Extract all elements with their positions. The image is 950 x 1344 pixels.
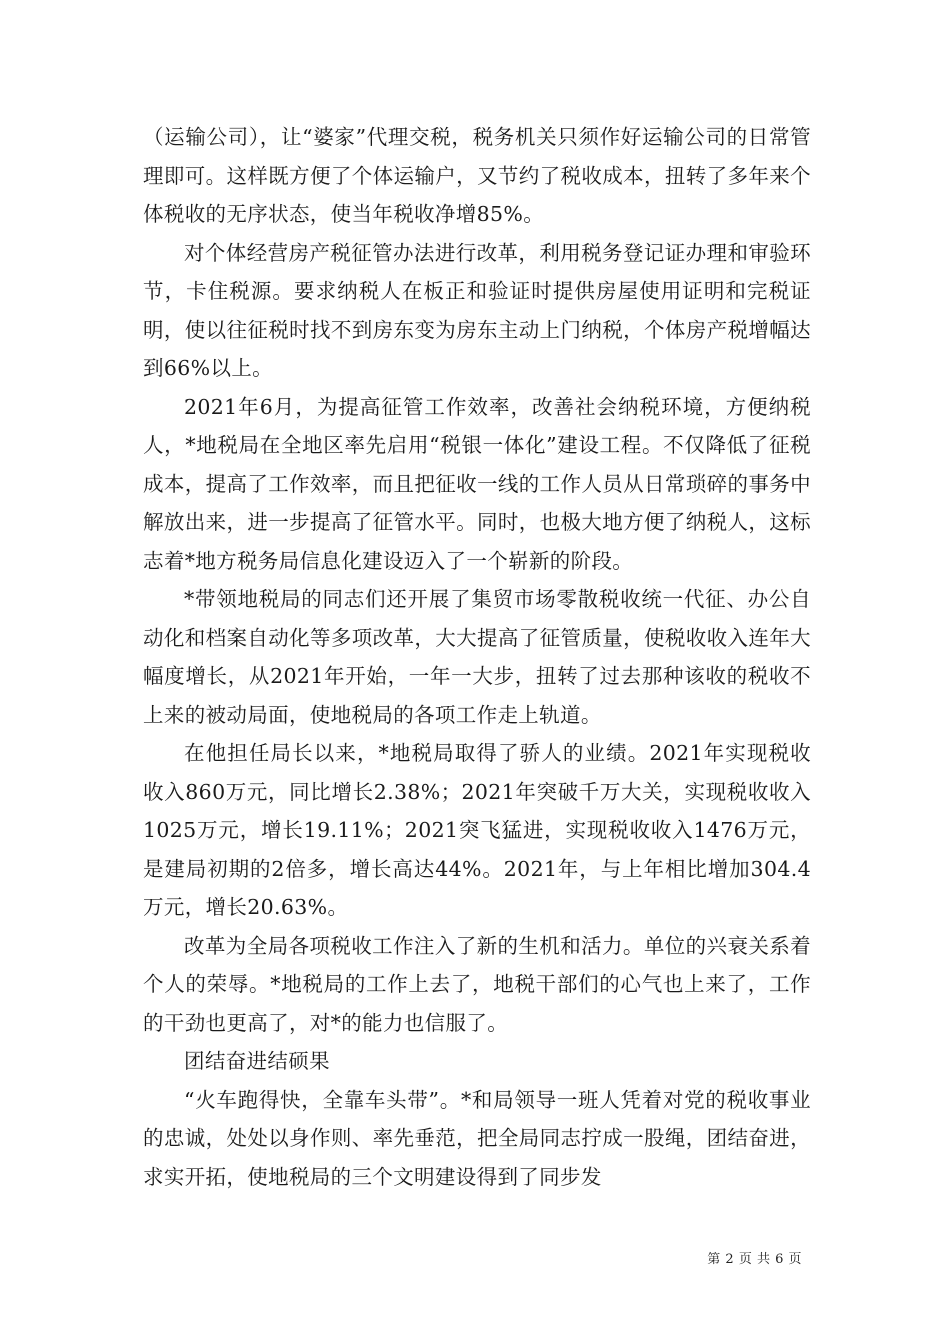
paragraph-property-tax: 对个体经营房产税征管办法进行改革，利用税务登记证办理和审验环节，卡住税源。要求纳税人在板正和验证时提供房屋使用证明和完税证明，使以往征税时找不到房东变为房东主动上门纳税，个体房产税增幅达到66%以上。 — [143, 240, 811, 380]
paragraph-reform-vitality: 改革为全局各项税收工作注入了新的生机和活力。单位的兴衰关系着个人的荣辱。*地税局的工作上去了，地税干部们的心气也上来了，工作的干劲也更高了，对*的能力也信服了。 — [143, 933, 811, 1035]
document-body — [143, 118, 811, 1196]
section-heading: 团结奋进结硕果 — [184, 1049, 330, 1073]
paragraph-tax-bank-integration: 2021年6月，为提高征管工作效率，改善社会纳税环境，方便纳税人，*地税局在全地区率先启用“税银一体化”建设工程。不仅降低了征税成本，提高了工作效率，而且把征收一线的工作人员从日常琐碎的事务中解放出来，进一步提高了征管水平。同时，也极大地方便了纳税人，这标志着*地方税务局信息化建设迈入了一个崭新的阶段。 — [143, 394, 811, 573]
page-number: 第 2 页 共 6 页 — [707, 1252, 802, 1267]
paragraph-transport-tax: （运输公司），让“婆家”代理交税，税务机关只须作好运输公司的日常管理即可。这样既方便了个体运输户，又节约了税收成本，扭转了多年来个体税收的无序状态，使当年税收净增85%。 — [143, 125, 811, 226]
paragraph-reforms: *带领地税局的同志们还开展了集贸市场零散税收统一代征、办公自动化和档案自动化等多项改革，大大提高了征管质量，使税收收入连年大幅度增长，从2021年开始，一年一大步，扭转了过去那种该收的税收不上来的被动局面，使地税局的各项工作走上轨道。 — [143, 587, 811, 727]
paragraph-achievements: 在他担任局长以来，*地税局取得了骄人的业绩。2021年实现税收收入860万元，同比增长2.38%；2021年突破千万大关，实现税收收入1025万元，增长19.11%；2021突飞猛进，实现税收收入1476万元，是建局初期的2倍多，增长高达44%。2021年，与上年相比增加304.4万元，增长20.63%。 — [143, 741, 811, 919]
paragraph-unity: “火车跑得快，全靠车头带”。*和局领导一班人凭着对党的税收事业的忠诚，处处以身作则、率先垂范，把全局同志拧成一股绳，团结奋进，求实开拓，使地税局的三个文明建设得到了同步发 — [143, 1087, 811, 1189]
